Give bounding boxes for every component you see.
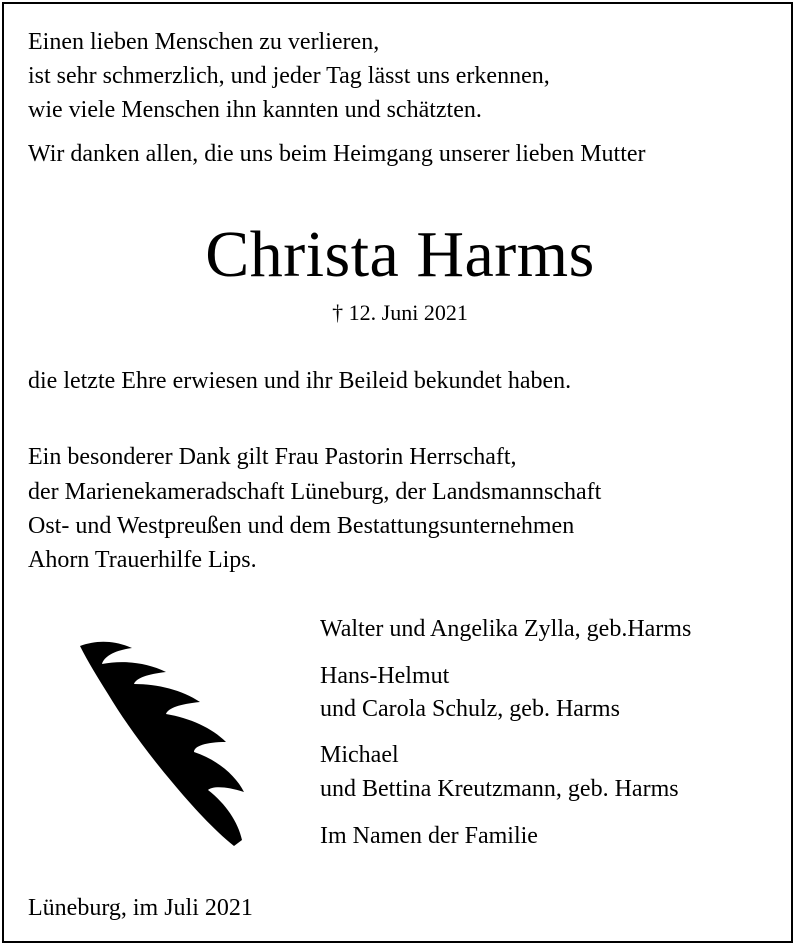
special-thanks-line-1: Ein besonderer Dank gilt Frau Pastorin Herrschaft, [28,444,517,470]
elk-antler-icon [74,636,274,850]
signatory-line-2: Hans-Helmut [320,663,450,689]
special-thanks-line-3: Ost- und Westpreußen und dem Bestattungsunternehmen [28,513,575,539]
death-date: † 12. Juni 2021 [332,300,468,325]
signatory-line-4: Michael [320,742,399,768]
honor-line: die letzte Ehre erwiesen und ihr Beileid bekundet haben. [28,368,572,394]
intro-line-2: ist sehr schmerzlich, und jeder Tag lässt uns erkennen, [28,63,550,89]
special-thanks-line-2: der Marienekameradschaft Lüneburg, der Landsmannschaft [28,479,602,505]
thanks-line: Wir danken allen, die uns beim Heimgang unserer lieben Mutter [28,141,646,167]
intro-line-3: wie viele Menschen ihn kannten und schätzten. [28,97,482,123]
place-date: Lüneburg, im Juli 2021 [28,895,253,921]
signatory-line-3: und Carola Schulz, geb. Harms [320,696,620,722]
family-line: Im Namen der Familie [320,823,538,849]
intro-line-1: Einen lieben Menschen zu verlieren, [28,29,380,55]
special-thanks-line-4: Ahorn Trauerhilfe Lips. [28,547,257,573]
signatory-line-5: und Bettina Kreutzmann, geb. Harms [320,776,679,802]
signatory-line-1: Walter und Angelika Zylla, geb.Harms [320,616,692,642]
deceased-name: Christa Harms [205,218,595,291]
